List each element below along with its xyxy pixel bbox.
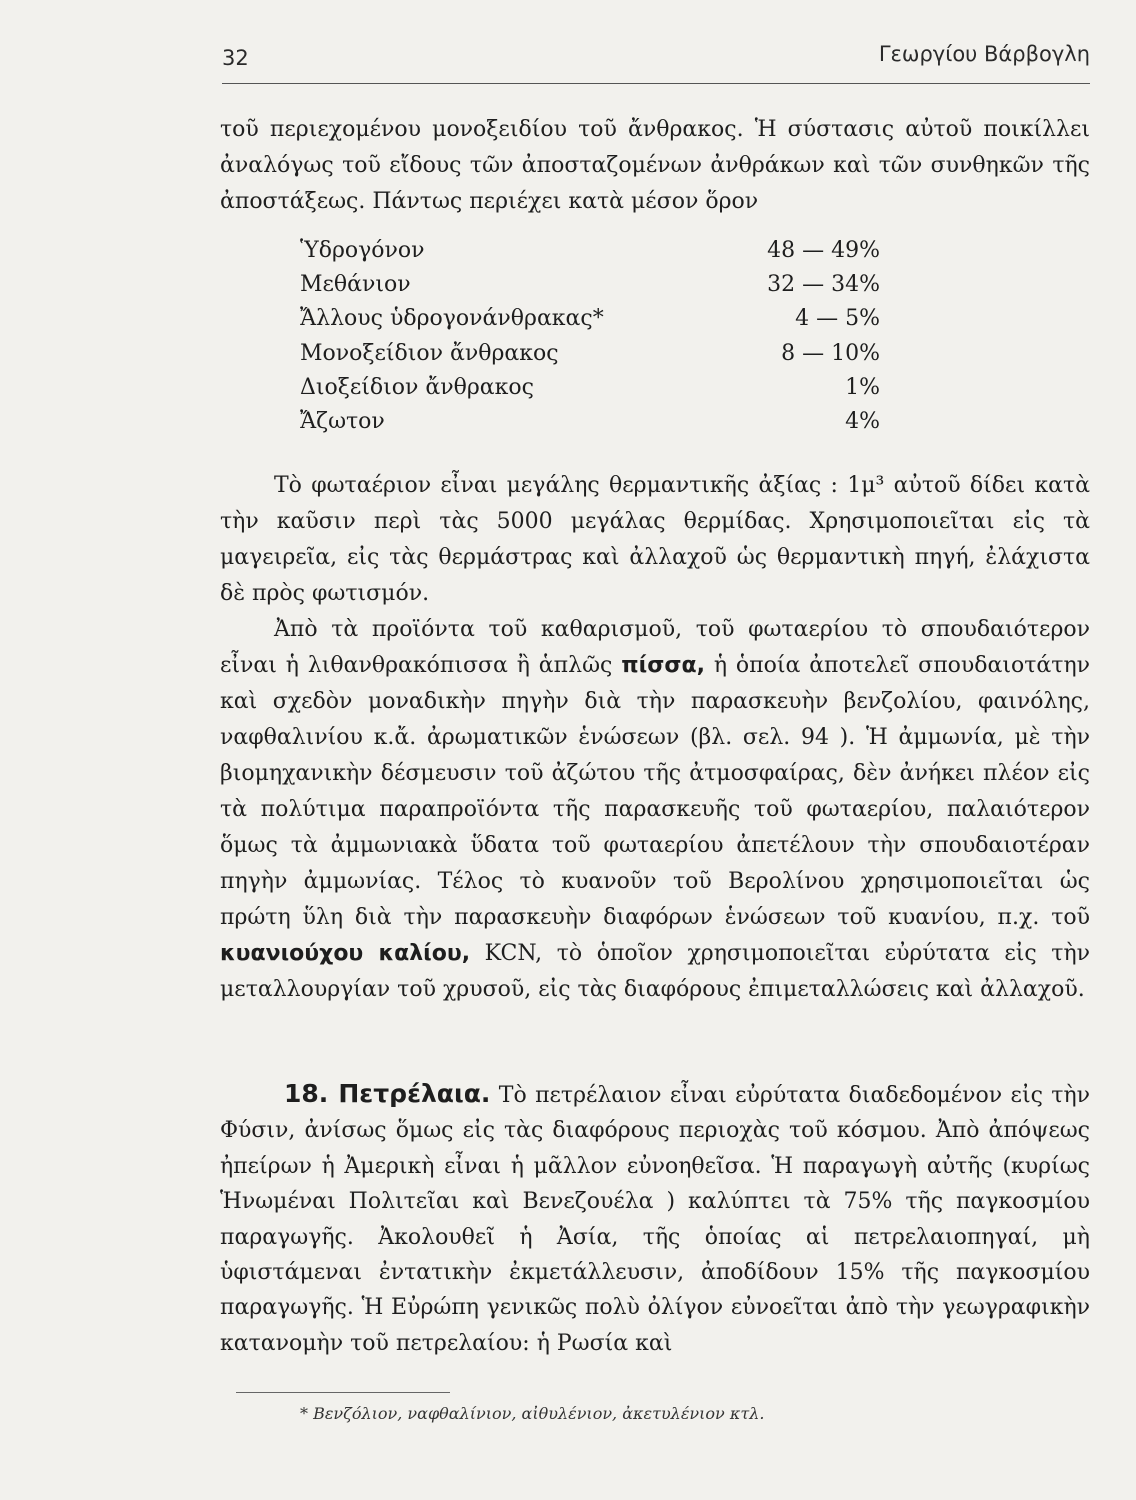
term-potassium-cyanide: κυανιούχου καλίου, xyxy=(220,941,471,966)
component-name: Μονοξείδιον ἄνθρακος xyxy=(300,340,559,366)
composition-table xyxy=(300,238,880,443)
page-header xyxy=(222,40,1090,80)
component-percentage: 32 — 34% xyxy=(767,272,880,298)
paragraph-byproducts xyxy=(220,612,1090,1008)
term-pissa: πίσσα, xyxy=(621,653,705,678)
composition-row xyxy=(300,341,880,375)
component-name: Μεθάνιον xyxy=(300,272,411,298)
component-name: Ὑδρογόνον xyxy=(300,238,425,263)
footnote: * Βενζόλιον, ναφθαλίνιον, αἰθυλένιον, ἀκετυλένιον κτλ. xyxy=(300,1404,765,1423)
component-percentage: 8 — 10% xyxy=(781,340,880,366)
composition-row xyxy=(300,238,880,272)
byproducts-text-2: ἡ ὁποία ἀποτελεῖ σπουδαιοτάτην καὶ σχεδὸν μοναδικὴν πηγὴν διὰ τὴν παρασκευὴν βενζολίου, φαινόλης, ναφθαλινίου κ.ἄ. ἀρωματικῶν ἑνώσεων (βλ. σελ. 94 ). Ἡ ἀμμωνία, μὲ τὴν βιομηχανικὴν δέσμευσιν τοῦ ἀζώτου τῆς ἀτμοσφαίρας, δὲν ἀνήκει πλέον εἰς τὰ πολύτιμα παραπροϊόντα τῆς παρασκευῆς τοῦ φωταερίου, παλαιότερον ὅμως τὰ ἀμμωνιακὰ ὕδατα τοῦ φωταερίου ἀπετέλουν τὴν σπουδαιοτέραν πηγὴν ἀμμωνίας. Τέλος τὸ κυανοῦν τοῦ Βερολίνου χρησιμοποιεῖται ὡς πρώτη ὕλη διὰ τὴν παρασκευὴν διαφόρων ἑνώσεων τοῦ κυανίου, π.χ. τοῦ xyxy=(220,653,1090,930)
section-18-text: Τὸ πετρέλαιον εἶναι εὐρύτατα διαδεδομένον εἰς τὴν Φύσιν, ἀνίσως ὅμως εἰς τὰς διαφόρους περιοχὰς τοῦ κόσμου. Ἀπὸ ἀπόψεως ἠπείρων ἡ Ἀμερικὴ εἶναι ἡ μᾶλλον εὐνοηθεῖσα. Ἡ παραγωγὴ αὐτῆς (κυρίως Ἡνωμέναι Πολιτεῖαι καὶ Βενεζουέλα ) καλύπτει τὰ 75% τῆς παγκοσμίου παραγωγῆς. Ἀκολουθεῖ ἡ Ἀσία, τῆς ὁποίας αἱ πετρελαιοπηγαί, μὴ ὑφιστάμεναι ἐντατικὴν ἐκμετάλλευσιν, ἀποδίδουν 15% τῆς παγκοσμίου παραγωγῆς. Ἡ Εὐρώπη γενικῶς πολὺ ὀλίγον εὐνοεῖται ἀπὸ τὴν γεωγραφικὴν κατανομὴν τοῦ πετρελαίου: ἡ Ρωσία καὶ xyxy=(220,1083,1090,1356)
byproducts-text-3: KCN, τὸ ὁποῖον χρησιμοποιεῖται εὐρύτατα εἰς τὴν μεταλλουργίαν τοῦ χρυσοῦ, εἰς τὰς διαφόρους ἐπιμεταλλώσεις καὶ ἀλλαχοῦ. xyxy=(220,941,1090,1002)
component-percentage: 4 — 5% xyxy=(795,306,880,332)
byproducts-text-1: Ἀπὸ τὰ προϊόντα τοῦ καθαρισμοῦ, τοῦ φωταερίου τὸ σπουδαιότερον εἶναι ἡ λιθανθρακόπισσα ἢ ἁπλῶς xyxy=(220,617,1090,678)
composition-row xyxy=(300,375,880,409)
page-number: 32 xyxy=(222,46,249,70)
component-percentage: 1% xyxy=(845,374,880,400)
running-head-author: Γεωργίου Βάρβογλη xyxy=(878,42,1090,66)
component-name: Διοξείδιον ἄνθρακος xyxy=(300,374,534,400)
composition-row xyxy=(300,272,880,306)
composition-row xyxy=(300,306,880,340)
paragraph-gas-composition-intro: τοῦ περιεχομένου μονοξειδίου τοῦ ἄνθρακος. Ἡ σύστασις αὐτοῦ ποικίλλει ἀναλόγως τοῦ εἴδους τῶν ἀποσταζομένων ἀνθράκων καὶ τῶν συνθηκῶν τῆς ἀποστάξεως. Πάντως περιέχει κατὰ μέσον ὅρον xyxy=(220,117,1090,214)
component-name: Ἄζωτον xyxy=(300,408,385,434)
section-18-petroleum xyxy=(220,1076,1090,1361)
component-percentage: 48 — 49% xyxy=(767,238,880,263)
header-rule xyxy=(222,83,1090,84)
component-percentage: 4% xyxy=(845,408,880,434)
section-heading: 18. Πετρέλαια. xyxy=(284,1079,491,1108)
component-name: Ἄλλους ὑδρογονάνθρακας* xyxy=(300,306,604,332)
footnote-rule xyxy=(236,1392,450,1393)
composition-row xyxy=(300,409,880,443)
paragraph-heating-value: Τὸ φωταέριον εἶναι μεγάλης θερμαντικῆς ἀξίας : 1μ³ αὐτοῦ δίδει κατὰ τὴν καῦσιν περὶ τὰς 5000 μεγάλας θερμίδας. Χρησιμοποιεῖται εἰς τὰ μαγειρεῖα, εἰς τὰς θερμάστρας καὶ ἀλλαχοῦ ὡς θερμαντικὴ πηγή, ἐλάχιστα δὲ πρὸς φωτισμόν. xyxy=(220,473,1090,606)
